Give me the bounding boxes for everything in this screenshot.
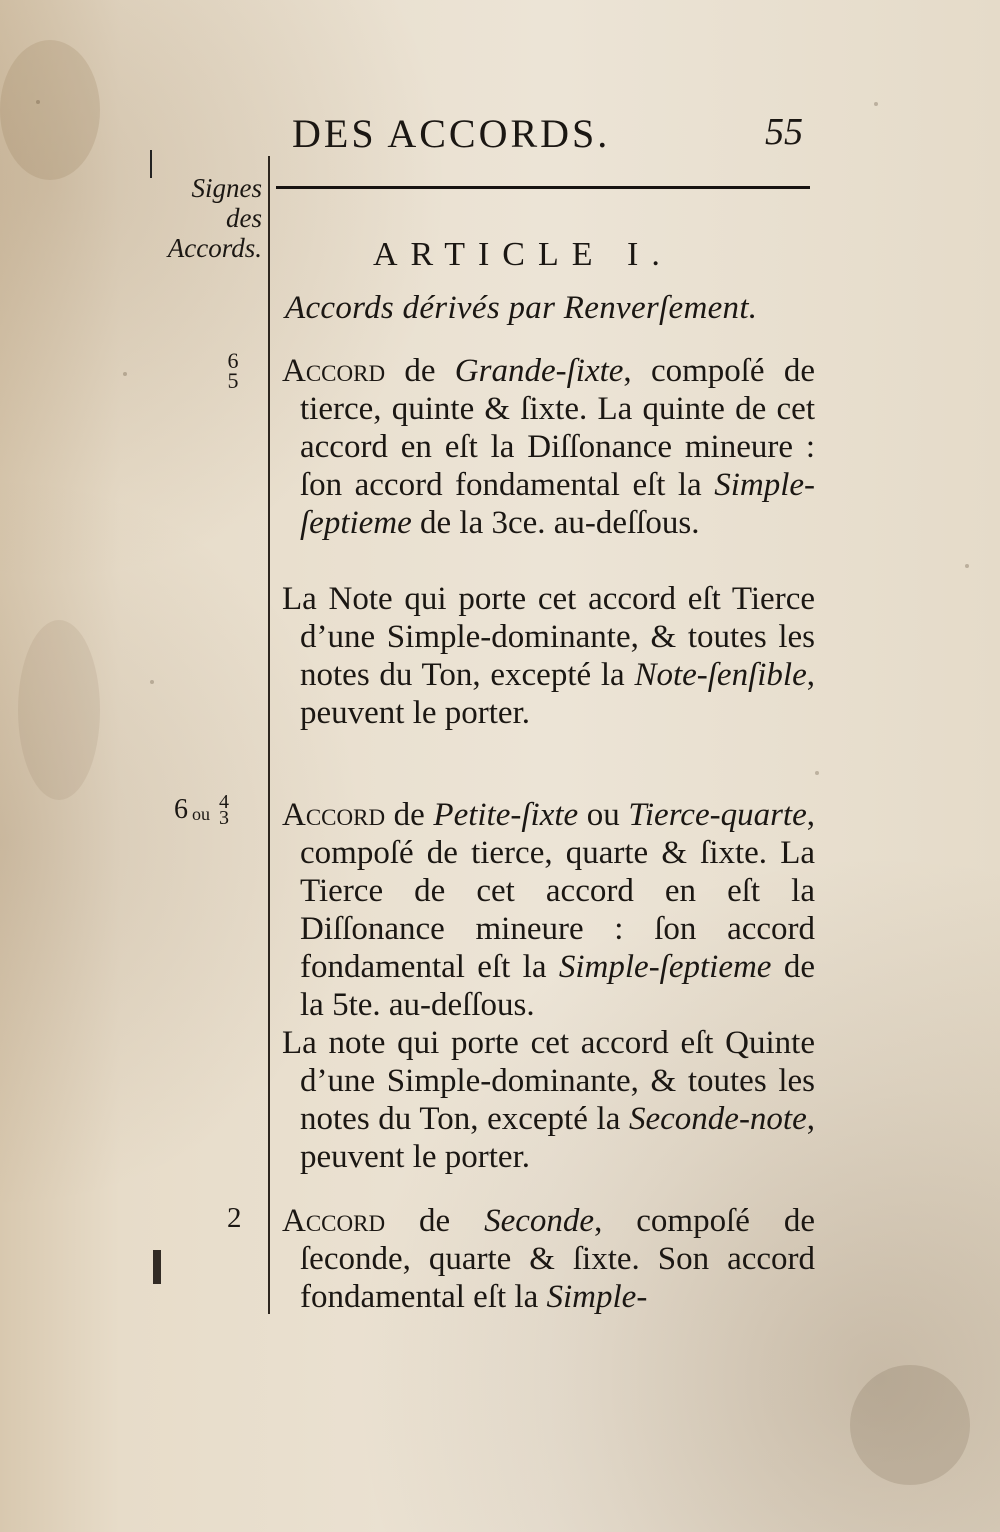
- margin-rule: [268, 156, 270, 1314]
- chord-signature-text: ou: [192, 803, 210, 824]
- italic-term: Note-ſenſible: [634, 657, 807, 693]
- paragraph-lead: Accord: [282, 353, 386, 389]
- paragraph-text: de la 5te. au-deſſous.: [300, 949, 815, 1023]
- paragraph-lead: Accord: [282, 1203, 386, 1239]
- paragraph-text: , peuvent le porter.: [300, 1101, 815, 1175]
- paragraph-text: , compoſé de tierce, quarte & ſixte. La Tierce de cet accord en eſt la Diſſonance mineure : ſon accord fondamental eſt la: [300, 797, 815, 985]
- paragraph: [282, 1202, 815, 1316]
- ink-smudge: [153, 1250, 161, 1284]
- italic-term: Simple-: [546, 1279, 648, 1315]
- margin-heading-line: des: [226, 203, 262, 233]
- paragraph-text: La Note qui porte cet accord eſt Tierce d’une Simple-dominante, & toutes les notes du Ton, excepté la: [282, 581, 815, 693]
- paragraph-text: de: [385, 353, 455, 389]
- chord-signature-stack: [214, 791, 234, 829]
- paper-speck: [815, 771, 819, 775]
- paragraph-text: de: [385, 1203, 485, 1239]
- chord-signature-number: 4: [219, 791, 229, 813]
- running-head: DES ACCORDS.: [292, 111, 611, 156]
- paragraph-text: , peuvent le porter.: [300, 657, 815, 731]
- article-subtitle: Accords dérivés par Renverſement.: [285, 290, 758, 326]
- paragraph-text: ou: [578, 797, 629, 833]
- margin-heading-line: Signes: [191, 173, 262, 203]
- paper-speck: [150, 680, 154, 684]
- paper-stain: [0, 40, 100, 180]
- chord-signature-6-or-4-3: [174, 791, 264, 829]
- chord-signature-6-5: [223, 348, 243, 393]
- paragraph-lead: Accord: [282, 797, 386, 833]
- chord-signature-number: 3: [219, 807, 229, 829]
- paper-stain: [18, 620, 100, 800]
- italic-term: Simple-ſeptieme: [558, 949, 772, 985]
- paragraph-text: , compoſé de tierce, quinte & ſixte. La quinte de cet accord en eſt la Diſſonance mineure : ſon accord fondamental eſt la: [300, 353, 815, 503]
- paragraph: [282, 1024, 815, 1176]
- paragraph: [282, 796, 815, 1024]
- paragraph-text: de la 3ce. au-deſſous.: [411, 505, 700, 541]
- paragraph-text: La note qui porte cet accord eſt Quinte d’une Simple-dominante, & toutes les notes du Ton, excepté la: [282, 1025, 815, 1137]
- italic-term: Tierce-quarte: [628, 797, 807, 833]
- italic-term: Seconde: [484, 1203, 595, 1239]
- paper-speck: [36, 100, 40, 104]
- paper-speck: [874, 102, 878, 106]
- chord-signature-number: 6: [227, 348, 239, 373]
- margin-heading: [152, 173, 262, 263]
- margin-heading-line: Accords.: [167, 233, 262, 263]
- chord-signature-2: 2: [227, 1202, 242, 1234]
- italic-term: Petite-ſixte: [433, 797, 579, 833]
- italic-term: Simple-ſeptieme: [300, 467, 815, 541]
- italic-term: Grande-ſixte: [454, 353, 624, 389]
- paper-stain: [850, 1365, 970, 1485]
- page-number: 55: [765, 111, 803, 153]
- chord-signature-number: 6: [174, 794, 188, 825]
- header-rule: [276, 186, 810, 189]
- article-title: ARTICLE I.: [373, 236, 673, 273]
- paper-speck: [965, 564, 969, 568]
- paragraph-text: , compoſé de ſeconde, quarte & ſixte. Son accord fondamental eſt la: [300, 1203, 815, 1315]
- italic-term: Seconde-note: [629, 1101, 807, 1137]
- paragraph: [282, 580, 815, 732]
- paragraph: [282, 352, 815, 542]
- chord-signature-number: 5: [227, 368, 239, 393]
- paper-speck: [123, 372, 127, 376]
- paragraph-text: de: [385, 797, 434, 833]
